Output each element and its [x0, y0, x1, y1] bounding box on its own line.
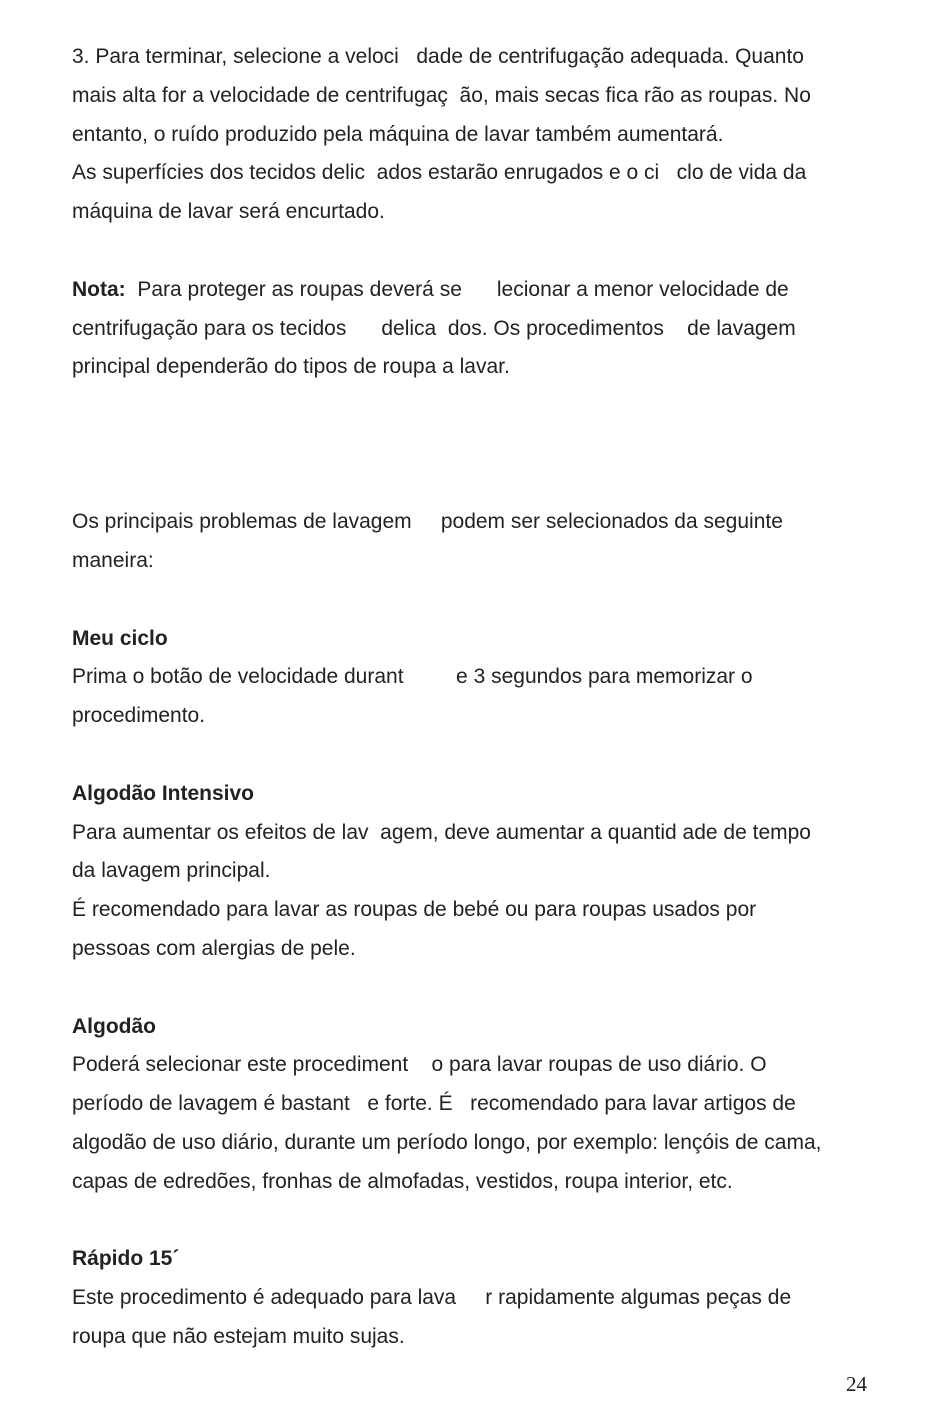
spacer [72, 736, 887, 775]
section-line: É recomendado para lavar as roupas de bebé ou para roupas usados por [72, 898, 757, 922]
section-line: capas de edredões, fronhas de almofadas, vestidos, roupa interior, etc. [72, 1169, 733, 1193]
page-number: 24 [846, 1372, 867, 1396]
problems-intro-line: maneira: [72, 548, 154, 572]
note-line: principal dependerão do tipos de roupa a lavar. [72, 355, 510, 379]
intro-line: entanto, o ruído produzido pela máquina de lavar também aumentará. [72, 122, 724, 146]
spacer [72, 969, 887, 1008]
intro-line: mais alta for a velocidade de centrifugaç ão, mais secas fica rão as roupas. No [72, 83, 811, 107]
section-heading-algodao-intensivo: Algodão Intensivo [72, 781, 255, 805]
note-line: centrifugação para os tecidos delica dos. Os procedimentos de lavagem [72, 316, 796, 340]
note-text: Para proteger as roupas deverá se lecionar a menor velocidade de [125, 277, 789, 301]
document-body [72, 38, 887, 1357]
section-line: Este procedimento é adequado para lava r rapidamente algumas peças de [72, 1286, 792, 1310]
note-line [72, 271, 887, 310]
spacer [72, 387, 887, 503]
spacer [72, 1202, 887, 1241]
section-line: procedimento. [72, 704, 206, 728]
section-heading-algodao: Algodão [72, 1014, 156, 1038]
section-line: pessoas com alergias de pele. [72, 936, 356, 960]
section-heading-meu-ciclo: Meu ciclo [72, 626, 168, 650]
spacer [72, 581, 887, 620]
section-line: Prima o botão de velocidade durant e 3 segundos para memorizar o [72, 665, 753, 689]
intro-line: 3. Para terminar, selecione a veloci dade de centrifugação adequada. Quanto [72, 45, 804, 68]
section-line: roupa que não estejam muito sujas. [72, 1324, 405, 1348]
section-line: Para aumentar os efeitos de lav agem, deve aumentar a quantid ade de tempo [72, 820, 811, 844]
intro-line: máquina de lavar será encurtado. [72, 200, 385, 224]
section-line: período de lavagem é bastant e forte. É recomendado para lavar artigos de [72, 1092, 796, 1116]
section-line: Poderá selecionar este procediment o para lavar roupas de uso diário. O [72, 1053, 767, 1077]
section-line: algodão de uso diário, durante um período longo, por exemplo: lençóis de cama, [72, 1130, 822, 1154]
section-heading-rapido-15: Rápido 15´ [72, 1247, 180, 1271]
section-line: da lavagem principal. [72, 859, 271, 883]
note-label: Nota: [72, 277, 126, 301]
spacer [72, 232, 887, 271]
intro-line: As superfícies dos tecidos delic ados estarão enrugados e o ci clo de vida da [72, 161, 807, 185]
problems-intro-line: Os principais problemas de lavagem podem ser selecionados da seguinte [72, 510, 783, 534]
